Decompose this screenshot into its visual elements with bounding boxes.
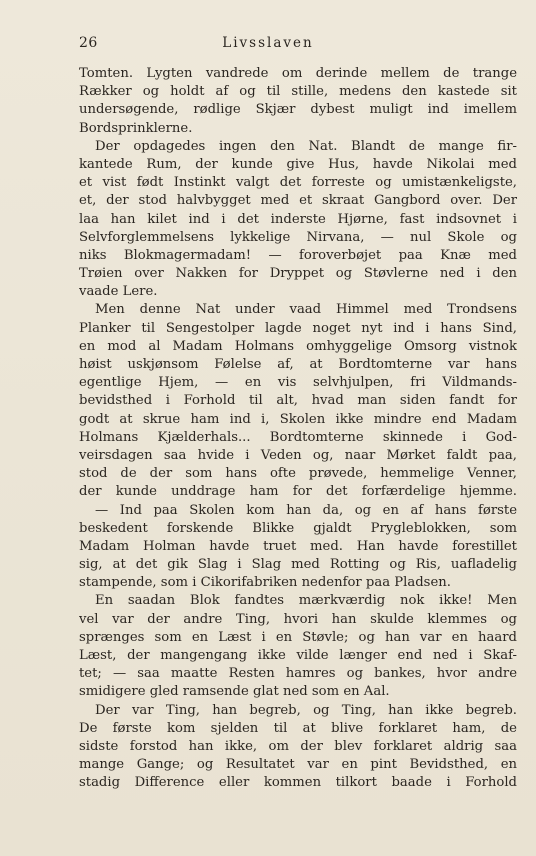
- text-line: Rækker og holdt af og til stille, medens den kastede sit: [79, 84, 517, 100]
- text-line: — Ind paa Skolen kom han da, og en af hans første: [95, 502, 517, 518]
- text-line: mange Gange; og Resultatet var en pint Bevidsthed, en: [79, 757, 517, 773]
- text-line: godt at skrue ham ind i, Skolen ikke mindre end Madam: [79, 411, 517, 427]
- text-line: en mod al Madam Holmans omhyggelige Omsorg vistnok: [79, 338, 517, 354]
- text-line: smidigere gled ramsende glat ned som en Aal.: [79, 684, 390, 700]
- text-line: beskedent forskende Blikke gjaldt Prygleblokken, som: [79, 520, 517, 536]
- text-line: niks Blokmagermadam! — foroverbøjet paa Knæ med: [79, 247, 517, 263]
- text-line: Trøien over Nakken for Dryppet og Støvlerne ned i den: [79, 266, 517, 282]
- text-line: veirsdagen saa hvide i Veden og, naar Mørket faldt paa,: [79, 447, 517, 463]
- text-line: Tomten. Lygten vandrede om derinde mellem de trange: [79, 66, 517, 81]
- body-text: [79, 65, 517, 793]
- text-line: Læst, der mangengang ikke vilde længer end ned i Skaf-: [79, 648, 517, 663]
- text-line: En saadan Blok fandtes mærkværdig nok ikke! Men: [95, 593, 517, 609]
- text-line: Planker til Sengestolper lagde noget nyt ind i hans Sind,: [79, 320, 517, 336]
- text-line: kantede Rum, der kunde give Hus, havde Nikolai med: [79, 156, 517, 172]
- text-line: stadig Difference eller kommen tilkort baade i Forhold: [79, 775, 517, 791]
- text-line: bevidsthed i Forhold til alt, hvad man siden fandt for: [79, 393, 517, 409]
- text-line: Madam Holman havde truet med. Han havde forestillet: [79, 538, 517, 554]
- text-line: vel var der andre Ting, hvori han skulde klemmes og: [79, 611, 517, 627]
- text-line: Men denne Nat under vaad Himmel med Trondsens: [95, 302, 517, 318]
- text-line: tet; — saa maatte Resten hamres og bankes, hvor andre: [79, 666, 517, 682]
- text-line: laa han kilet ind i det inderste Hjørne, fast indsovnet i: [79, 211, 517, 227]
- text-line: stod de der som hans ofte prøvede, hemmelige Venner,: [79, 466, 517, 482]
- text-line: Selvforglemmelsens lykkelige Nirvana, — nul Skole og: [79, 229, 517, 245]
- text-line: sprænges som en Læst i en Støvle; og han var en haard: [79, 629, 517, 645]
- text-line: der kunde unddrage ham for det forfærdelige hjemme.: [79, 484, 517, 500]
- text-line: De første kom sjelden til at blive forklaret ham, de: [79, 720, 517, 736]
- text-line: et vist født Instinkt valgt det forreste og umistænkeligste,: [79, 175, 517, 191]
- text-line: vaade Lere.: [79, 284, 158, 300]
- text-line: høist uskjønsom Følelse af, at Bordtomterne var hans: [79, 357, 517, 372]
- text-line: undersøgende, rødlige Skjær dybest muligt ind imellem: [79, 102, 517, 118]
- text-line: et, der stod halvbygget med et skraat Gangbord over. Der: [79, 193, 517, 209]
- text-line: stampende, som i Cikorifabriken nedenfor paa Pladsen.: [79, 575, 451, 591]
- text-line: Der var Ting, han begreb, og Ting, han ikke begreb.: [95, 702, 517, 718]
- text-line: Holmans Kjælderhals... Bordtomterne skinnede i God-: [79, 429, 517, 445]
- text-line: Bordsprinklerne.: [79, 120, 193, 136]
- text-line: sidste forstod han ikke, om der blev forklaret aldrig saa: [79, 738, 517, 754]
- text-line: egentlige Hjem, — en vis selvhjulpen, fri Vildmands-: [79, 375, 517, 391]
- text-line: Der opdagedes ingen den Nat. Blandt de mange fir-: [95, 138, 517, 154]
- page-number: 26: [79, 35, 98, 51]
- running-title: Livsslaven: [222, 35, 314, 51]
- text-line: sig, at det gik Slag i Slag med Rotting og Ris, uafladelig: [79, 557, 517, 573]
